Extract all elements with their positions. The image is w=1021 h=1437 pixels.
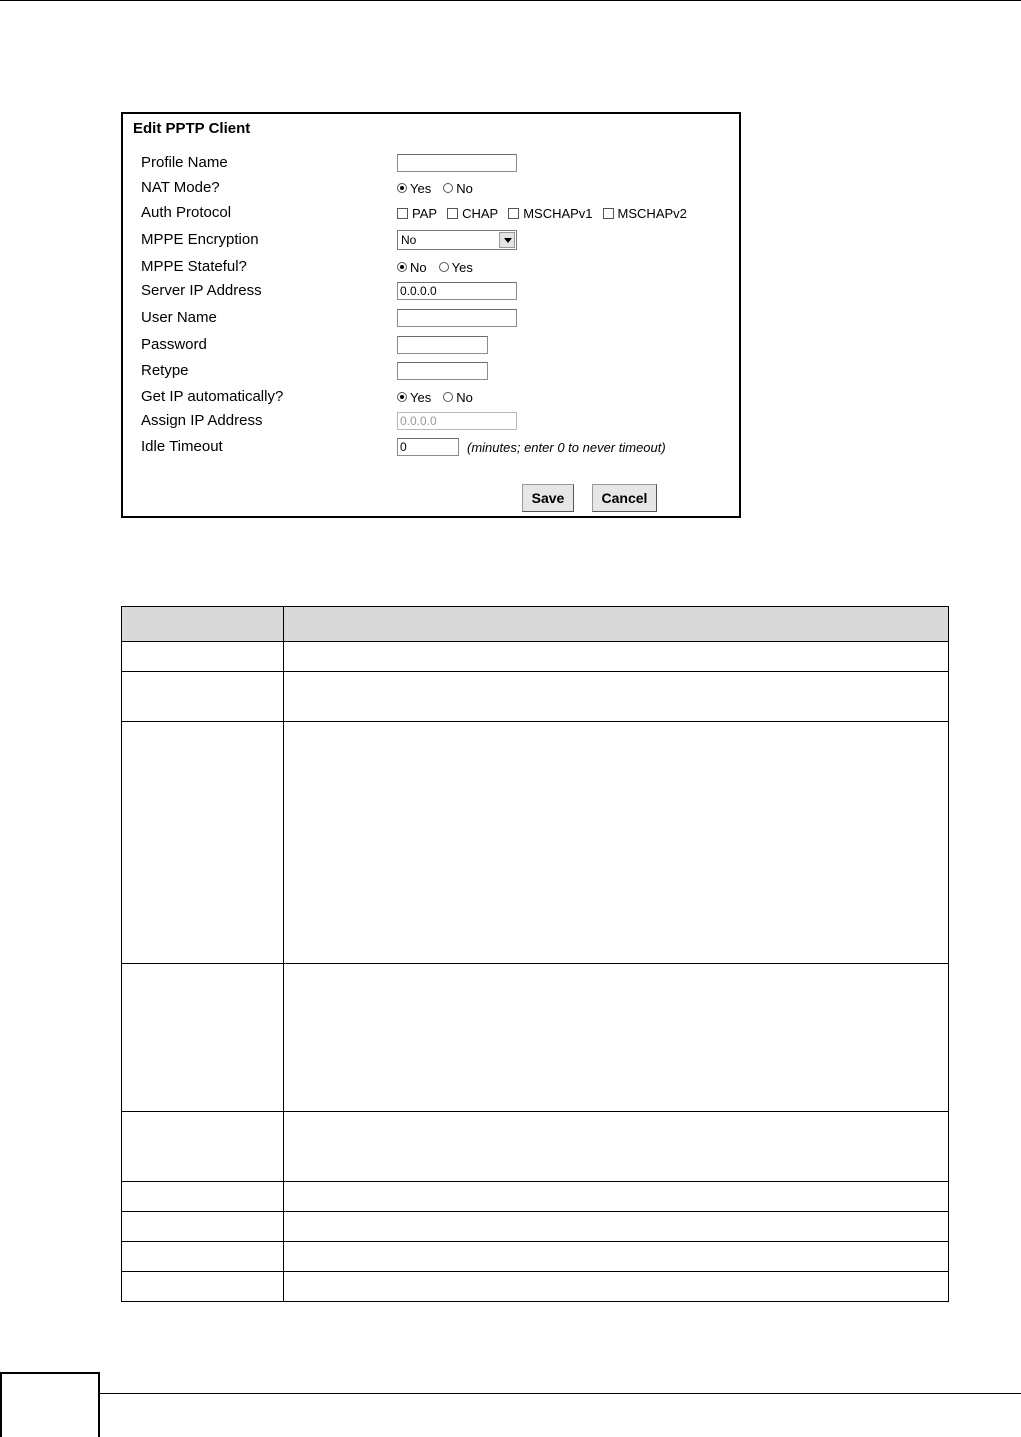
panel-title: Edit PPTP Client bbox=[133, 120, 251, 137]
mschapv2-checkbox[interactable] bbox=[603, 208, 614, 219]
retype-row bbox=[141, 360, 731, 384]
table-row bbox=[122, 1272, 949, 1302]
pap-option[interactable]: PAP bbox=[397, 206, 437, 221]
retype-input[interactable] bbox=[397, 362, 488, 380]
mppe-stateful-no-option[interactable]: No bbox=[397, 260, 427, 275]
password-label: Password bbox=[141, 336, 207, 353]
get-ip-auto-row bbox=[141, 386, 731, 410]
mppe-encryption-select[interactable]: No bbox=[397, 230, 517, 250]
profile-name-label: Profile Name bbox=[141, 154, 228, 171]
user-name-label: User Name bbox=[141, 309, 217, 326]
idle-timeout-label: Idle Timeout bbox=[141, 438, 223, 455]
mschapv2-option[interactable]: MSCHAPv2 bbox=[603, 206, 687, 221]
table-row bbox=[122, 1242, 949, 1272]
get-ip-auto-no-option[interactable]: No bbox=[443, 390, 473, 405]
mppe-stateful-row bbox=[141, 256, 731, 280]
nat-mode-no-radio[interactable] bbox=[443, 183, 453, 193]
assign-ip-input bbox=[397, 412, 517, 430]
mppe-encryption-label: MPPE Encryption bbox=[141, 231, 259, 248]
get-ip-auto-yes-option[interactable]: Yes bbox=[397, 390, 431, 405]
mschapv1-checkbox[interactable] bbox=[508, 208, 519, 219]
chap-option[interactable]: CHAP bbox=[447, 206, 498, 221]
idle-timeout-row bbox=[141, 436, 731, 460]
table-row bbox=[122, 964, 949, 1112]
auth-protocol-row bbox=[141, 202, 731, 226]
page-number-box bbox=[0, 1372, 100, 1437]
server-ip-input[interactable] bbox=[397, 282, 517, 300]
table-row bbox=[122, 642, 949, 672]
get-ip-auto-yes-radio[interactable] bbox=[397, 392, 407, 402]
assign-ip-label: Assign IP Address bbox=[141, 412, 263, 429]
mppe-stateful-yes-radio[interactable] bbox=[439, 262, 449, 272]
profile-name-input[interactable] bbox=[397, 154, 517, 172]
mppe-encryption-row bbox=[141, 229, 731, 253]
auth-protocol-label: Auth Protocol bbox=[141, 204, 232, 221]
profile-name-row bbox=[141, 152, 731, 176]
table-row bbox=[122, 722, 949, 964]
server-ip-row bbox=[141, 280, 731, 304]
table-row bbox=[122, 1112, 949, 1182]
chap-checkbox[interactable] bbox=[447, 208, 458, 219]
mppe-stateful-yes-option[interactable]: Yes bbox=[439, 260, 473, 275]
footer-rule bbox=[100, 1393, 1021, 1394]
server-ip-label: Server IP Address bbox=[141, 282, 262, 299]
chevron-down-icon[interactable] bbox=[499, 232, 515, 248]
user-name-row bbox=[141, 307, 731, 331]
nat-mode-label: NAT Mode? bbox=[141, 179, 220, 196]
pap-checkbox[interactable] bbox=[397, 208, 408, 219]
get-ip-auto-label: Get IP automatically? bbox=[141, 388, 284, 405]
nat-mode-no-option[interactable]: No bbox=[443, 181, 473, 196]
table-header-cell bbox=[122, 607, 284, 642]
header-rule bbox=[0, 0, 1021, 1]
edit-pptp-client-panel bbox=[121, 112, 741, 518]
table-header-cell bbox=[284, 607, 949, 642]
password-row bbox=[141, 334, 731, 358]
user-name-input[interactable] bbox=[397, 309, 517, 327]
mppe-stateful-label: MPPE Stateful? bbox=[141, 258, 247, 275]
retype-label: Retype bbox=[141, 362, 189, 379]
nat-mode-yes-radio[interactable] bbox=[397, 183, 407, 193]
save-button[interactable]: Save bbox=[522, 484, 574, 512]
get-ip-auto-no-radio[interactable] bbox=[443, 392, 453, 402]
mschapv1-option[interactable]: MSCHAPv1 bbox=[508, 206, 592, 221]
nat-mode-row bbox=[141, 177, 731, 201]
table-header-row bbox=[122, 607, 949, 642]
table-row bbox=[122, 672, 949, 722]
assign-ip-row bbox=[141, 410, 731, 434]
description-table bbox=[121, 606, 949, 1302]
table-row bbox=[122, 1212, 949, 1242]
nat-mode-yes-option[interactable]: Yes bbox=[397, 181, 431, 196]
cancel-button[interactable]: Cancel bbox=[592, 484, 657, 512]
mppe-stateful-no-radio[interactable] bbox=[397, 262, 407, 272]
idle-timeout-hint: (minutes; enter 0 to never timeout) bbox=[467, 439, 666, 455]
table-row bbox=[122, 1182, 949, 1212]
idle-timeout-input[interactable] bbox=[397, 438, 459, 456]
password-input[interactable] bbox=[397, 336, 488, 354]
